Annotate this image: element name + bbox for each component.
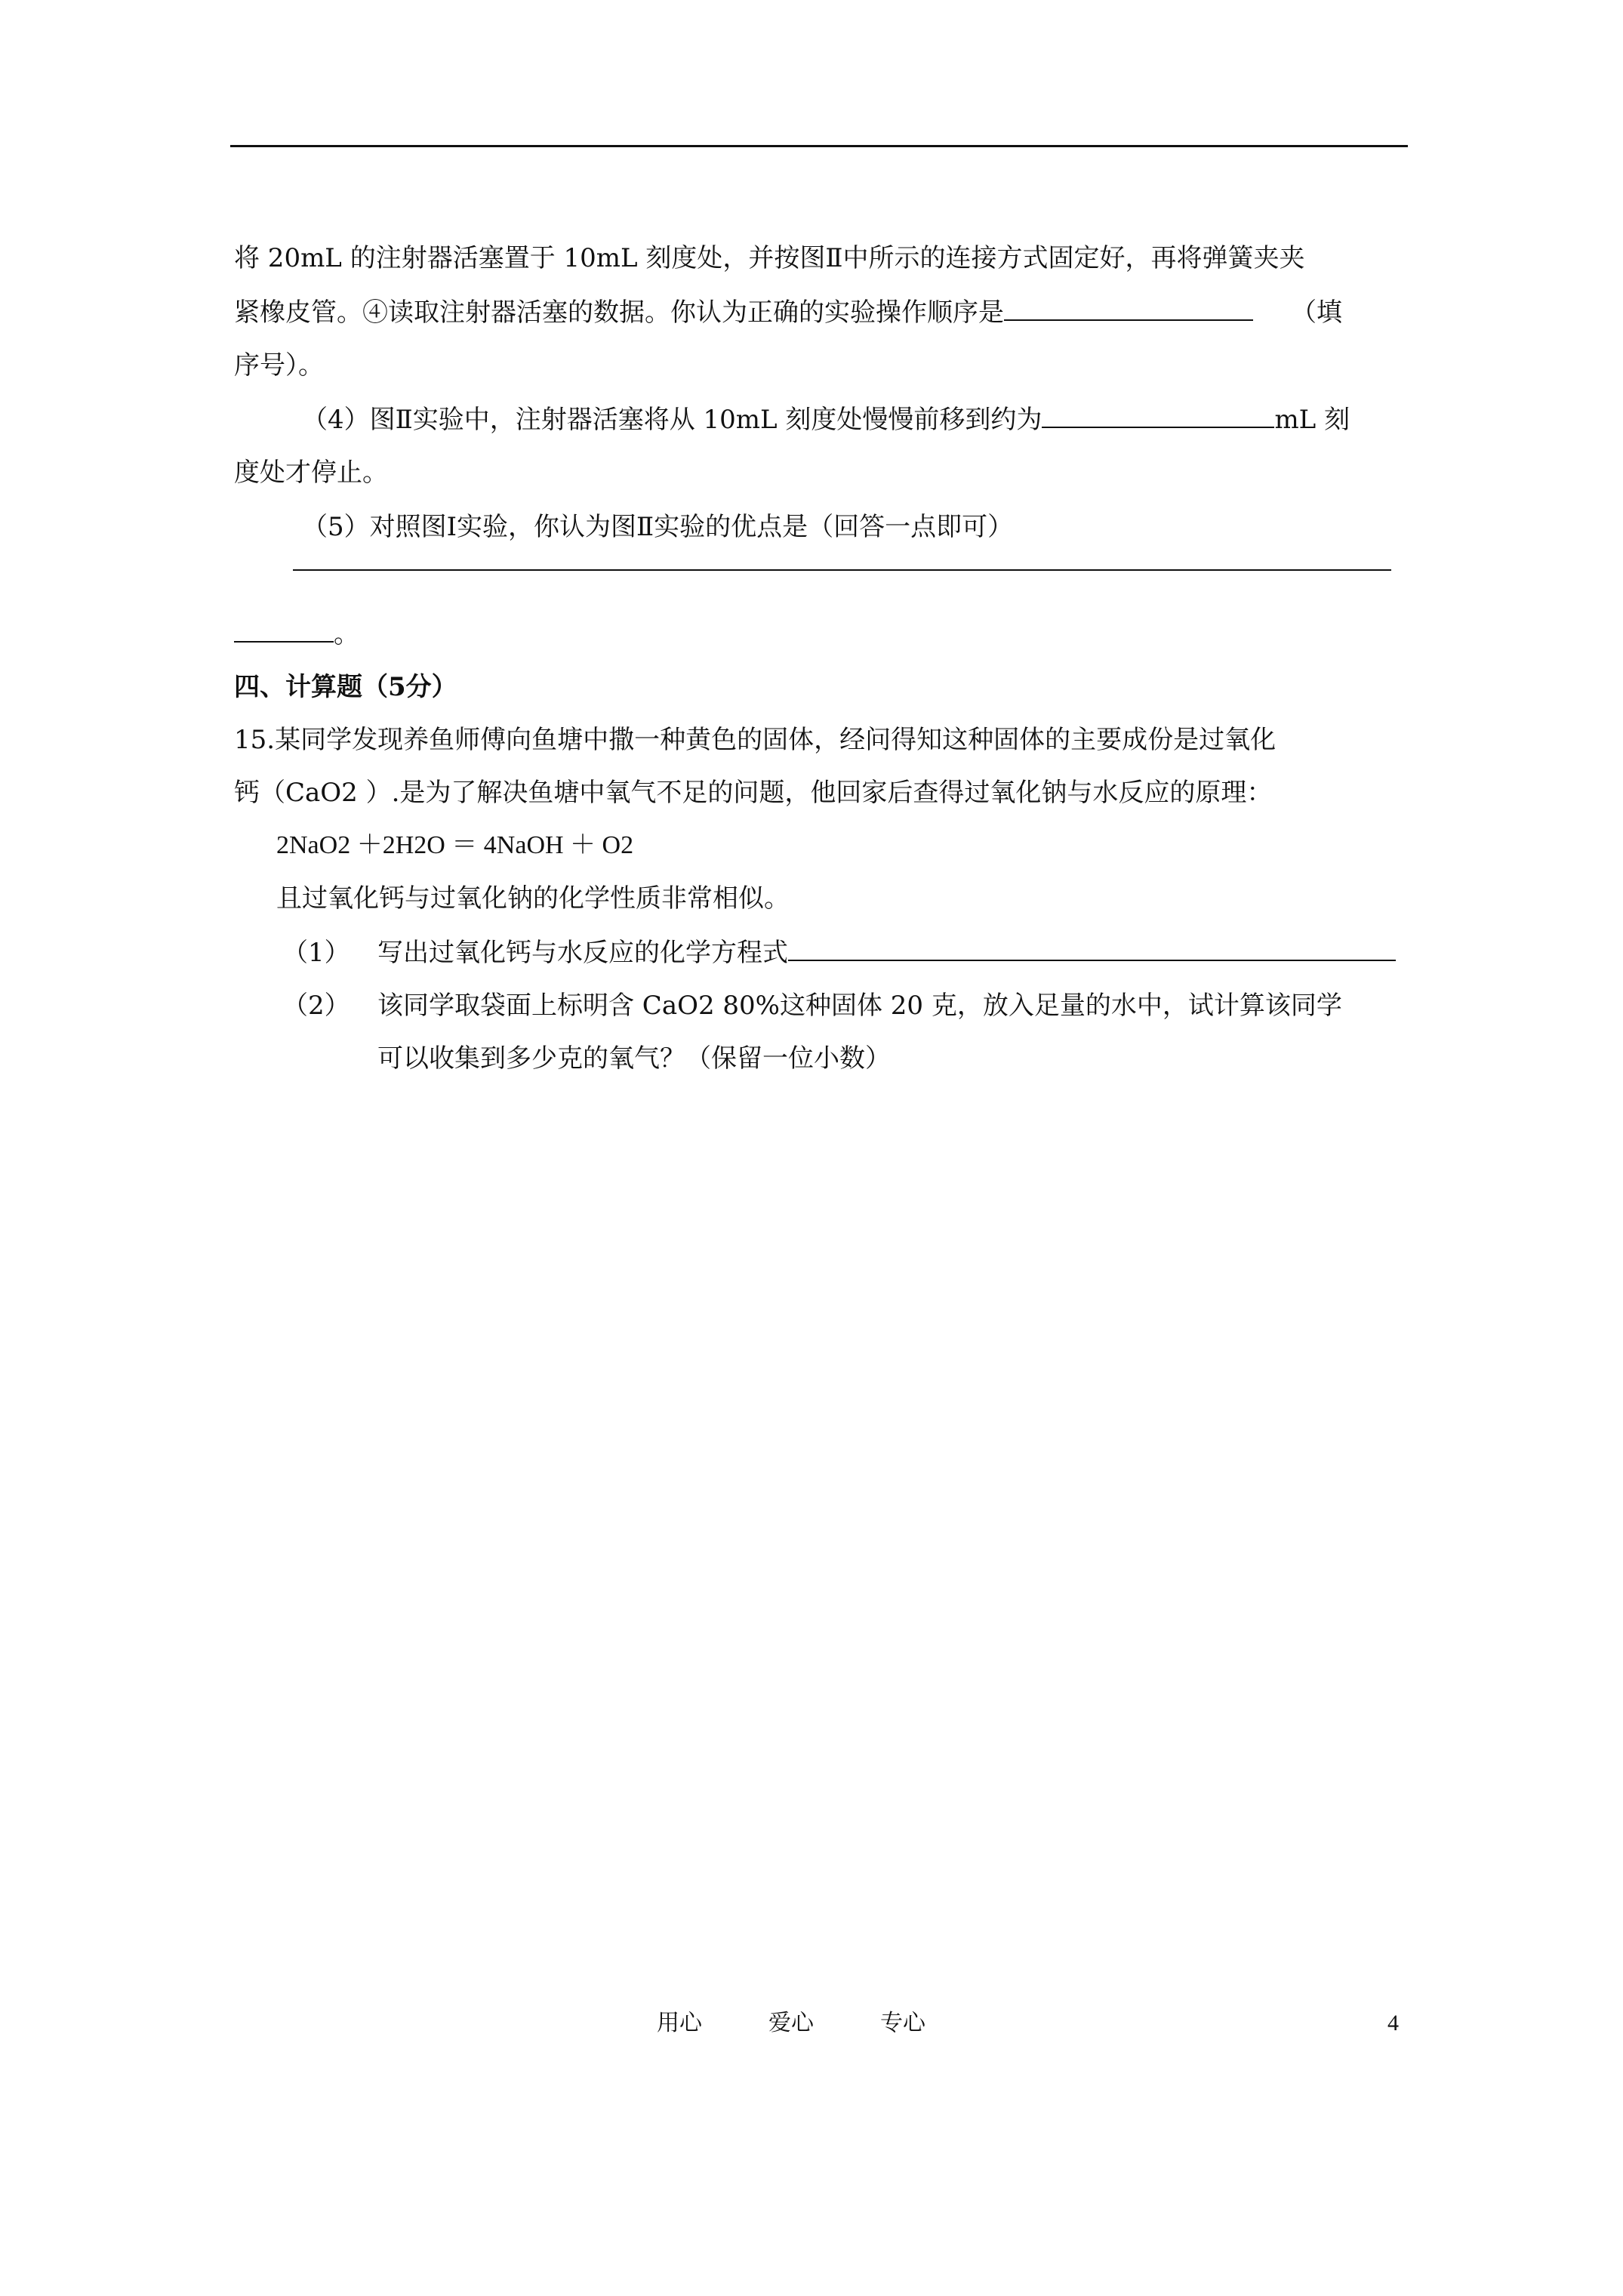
q4-line-1 — [302, 403, 1350, 436]
q5-line-3 — [234, 618, 359, 651]
footer-motto-1: 用心 — [657, 2010, 702, 2036]
header-rule — [230, 145, 1408, 147]
q15-sub1-text: 写出过氧化钙与水反应的化学方程式 — [377, 938, 788, 968]
q4-text-tail: mL 刻 — [1274, 405, 1350, 435]
q15-line-1: 15.某同学发现养鱼师傅向鱼塘中撒一种黄色的固体，经问得知这种固体的主要成份是过氧化 — [234, 725, 1277, 755]
q5-end-mark: 。 — [334, 619, 359, 649]
order-answer-blank[interactable] — [1004, 297, 1253, 321]
continuation-line-3: 序号）。 — [234, 350, 324, 381]
continuation-line-2 — [234, 296, 1342, 329]
q5-answer-blank-continued[interactable] — [234, 618, 334, 643]
q15-line-2: 钙（CaO2 ）.是为了解决鱼塘中氧气不足的问题，他回家后查得过氧化钠与水反应的原理： — [234, 778, 1273, 808]
footer-motto-2: 爱心 — [768, 2010, 814, 2036]
continuation-line-1: 将 20mL 的注射器活塞置于 10mL 刻度处，并按图Ⅱ中所示的连接方式固定好，再将弹簧夹夹 — [234, 243, 1305, 273]
q5-line-1: （5）对照图Ⅰ实验，你认为图Ⅱ实验的优点是（回答一点即可） — [302, 512, 1014, 542]
q5-answer-blank[interactable] — [293, 569, 1391, 571]
q4-line-2: 度处才停止。 — [234, 458, 388, 488]
q15-sub2-line-1: 该同学取袋面上标明含 CaO2 80%这种固体 20 克，放入足量的水中，试计算该同学 — [377, 991, 1342, 1021]
q15-sub1-line — [377, 936, 1396, 969]
q15-equation: 2NaO2 ＋2H2O ＝ 4NaOH ＋ O2 — [276, 831, 634, 859]
section-title: 四、计算题（5分） — [234, 672, 457, 702]
q15-sub2-line-2: 可以收集到多少克的氧气？（保留一位小数） — [377, 1043, 891, 1074]
q4-answer-blank[interactable] — [1042, 404, 1274, 428]
q15-sub1-answer-blank[interactable] — [788, 943, 1396, 961]
continuation-line-2-text: 紧橡皮管。④读取注射器活塞的数据。你认为正确的实验操作顺序是 — [234, 297, 1004, 328]
q4-text: （4）图Ⅱ实验中，注射器活塞将从 10mL 刻度处慢慢前移到约为 — [302, 405, 1042, 435]
q15-line-4: 且过氧化钙与过氧化钠的化学性质非常相似。 — [276, 883, 790, 914]
footer-motto-3: 专心 — [880, 2010, 925, 2036]
q15-sub2-number: （2） — [282, 991, 350, 1021]
page-number: 4 — [1387, 2011, 1399, 2036]
q15-sub1-number: （1） — [282, 938, 350, 968]
continuation-line-2-tail: （填 — [1291, 297, 1342, 328]
